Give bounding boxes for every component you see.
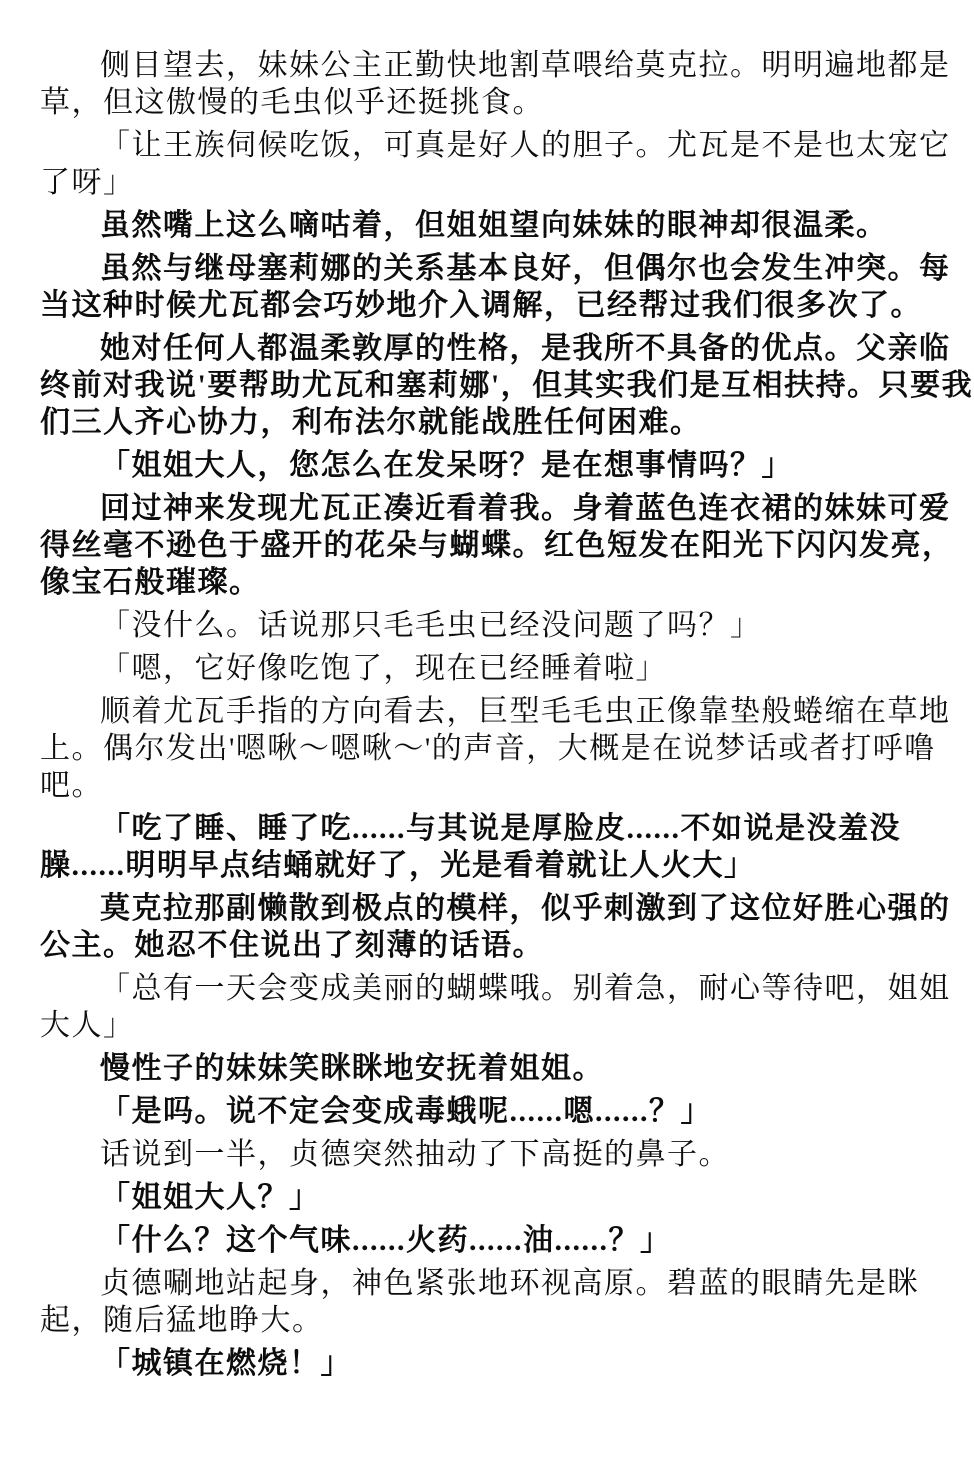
paragraph bbox=[40, 1222, 950, 1259]
text-line: 侧目望去，妹妹公主正勤快地割草喂给莫克拉。明明遍地都是 bbox=[100, 49, 951, 82]
text-line: 得丝毫不逊色于盛开的花朵与蝴蝶。红色短发在阳光下闪闪发亮， bbox=[40, 529, 954, 562]
paragraph bbox=[40, 650, 950, 687]
paragraph bbox=[40, 1050, 950, 1087]
text-line: 当这种时候尤瓦都会巧妙地介入调解，已经帮过我们很多次了。 bbox=[40, 289, 922, 322]
text-line: 「姐姐大人，您怎么在发呆呀？是在想事情吗？」 bbox=[100, 449, 793, 482]
paragraph bbox=[40, 1345, 950, 1382]
text-line: 虽然嘴上这么嘀咕着，但姐姐望向妹妹的眼神却很温柔。 bbox=[100, 209, 888, 242]
text-line: 她对任何人都温柔敦厚的性格，是我所不具备的优点。父亲临 bbox=[100, 332, 951, 365]
text-line: 莫克拉那副懒散到极点的模样，似乎刺激到了这位好胜心强的 bbox=[100, 892, 951, 925]
paragraph bbox=[40, 127, 950, 201]
paragraph-container bbox=[40, 47, 974, 1382]
text-line: 贞德唰地站起身，神色紧张地环视高原。碧蓝的眼睛先是眯 bbox=[100, 1267, 919, 1300]
paragraph bbox=[40, 810, 950, 884]
text-line: 话说到一半，贞德突然抽动了下高挺的鼻子。 bbox=[100, 1138, 730, 1171]
text-line: 「是吗。说不定会变成毒蛾呢......嗯......？」 bbox=[100, 1095, 712, 1128]
text-line: 大人」 bbox=[40, 1009, 135, 1042]
text-line: 像宝石般璀璨。 bbox=[40, 566, 261, 599]
paragraph bbox=[40, 1179, 950, 1216]
paragraph bbox=[40, 1093, 950, 1130]
text-line: 「姐姐大人？」 bbox=[100, 1181, 321, 1214]
text-line: 慢性子的妹妹笑眯眯地安抚着姐姐。 bbox=[100, 1052, 604, 1085]
text-line: 「嗯，它好像吃饱了，现在已经睡着啦」 bbox=[100, 652, 667, 685]
text-line: 起，随后猛地睁大。 bbox=[40, 1304, 324, 1337]
paragraph bbox=[40, 1136, 950, 1173]
paragraph bbox=[40, 207, 950, 244]
paragraph bbox=[40, 47, 950, 121]
text-line: 「总有一天会变成美丽的蝴蝶哦。别着急，耐心等待吧，姐姐 bbox=[100, 972, 951, 1005]
text-line: 公主。她忍不住说出了刻薄的话语。 bbox=[40, 929, 544, 962]
text-line: 「让王族伺候吃饭，可真是好人的胆子。尤瓦是不是也太宠它 bbox=[100, 129, 951, 162]
paragraph bbox=[40, 250, 950, 324]
text-line: 「什么？这个气味......火药......油......？」 bbox=[100, 1224, 672, 1257]
text-line: 们三人齐心协力，利布法尔就能战胜任何困难。 bbox=[40, 406, 702, 439]
text-line: 「吃了睡、睡了吃......与其说是厚脸皮......不如说是没羞没 bbox=[100, 812, 901, 845]
paragraph bbox=[40, 1265, 950, 1339]
paragraph bbox=[40, 607, 950, 644]
text-line: 草，但这傲慢的毛虫似乎还挺挑食。 bbox=[40, 86, 544, 119]
paragraph bbox=[40, 330, 974, 441]
paragraph bbox=[40, 890, 950, 964]
text-line: 回过神来发现尤瓦正凑近看着我。身着蓝色连衣裙的妹妹可爱 bbox=[100, 492, 951, 525]
text-line: 终前对我说'要帮助尤瓦和塞莉娜'，但其实我们是互相扶持。只要我 bbox=[40, 369, 974, 402]
text-line: 「城镇在燃烧！」 bbox=[100, 1347, 352, 1380]
text-line: 「没什么。话说那只毛毛虫已经没问题了吗？」 bbox=[100, 609, 762, 642]
paragraph bbox=[40, 970, 950, 1044]
text-line: 顺着尤瓦手指的方向看去，巨型毛毛虫正像靠垫般蜷缩在草地 bbox=[100, 695, 951, 728]
text-line: 了呀」 bbox=[40, 166, 135, 199]
paragraph bbox=[40, 447, 950, 484]
paragraph bbox=[40, 490, 954, 601]
text-line: 上。偶尔发出'嗯啾～嗯啾～'的声音，大概是在说梦话或者打呼噜 bbox=[40, 732, 936, 765]
paragraph bbox=[40, 693, 950, 804]
text-line: 虽然与继母塞莉娜的关系基本良好，但偶尔也会发生冲突。每 bbox=[100, 252, 951, 285]
text-line: 臊......明明早点结蛹就好了，光是看着就让人火大」 bbox=[40, 849, 756, 882]
text-line: 吧。 bbox=[40, 769, 103, 802]
